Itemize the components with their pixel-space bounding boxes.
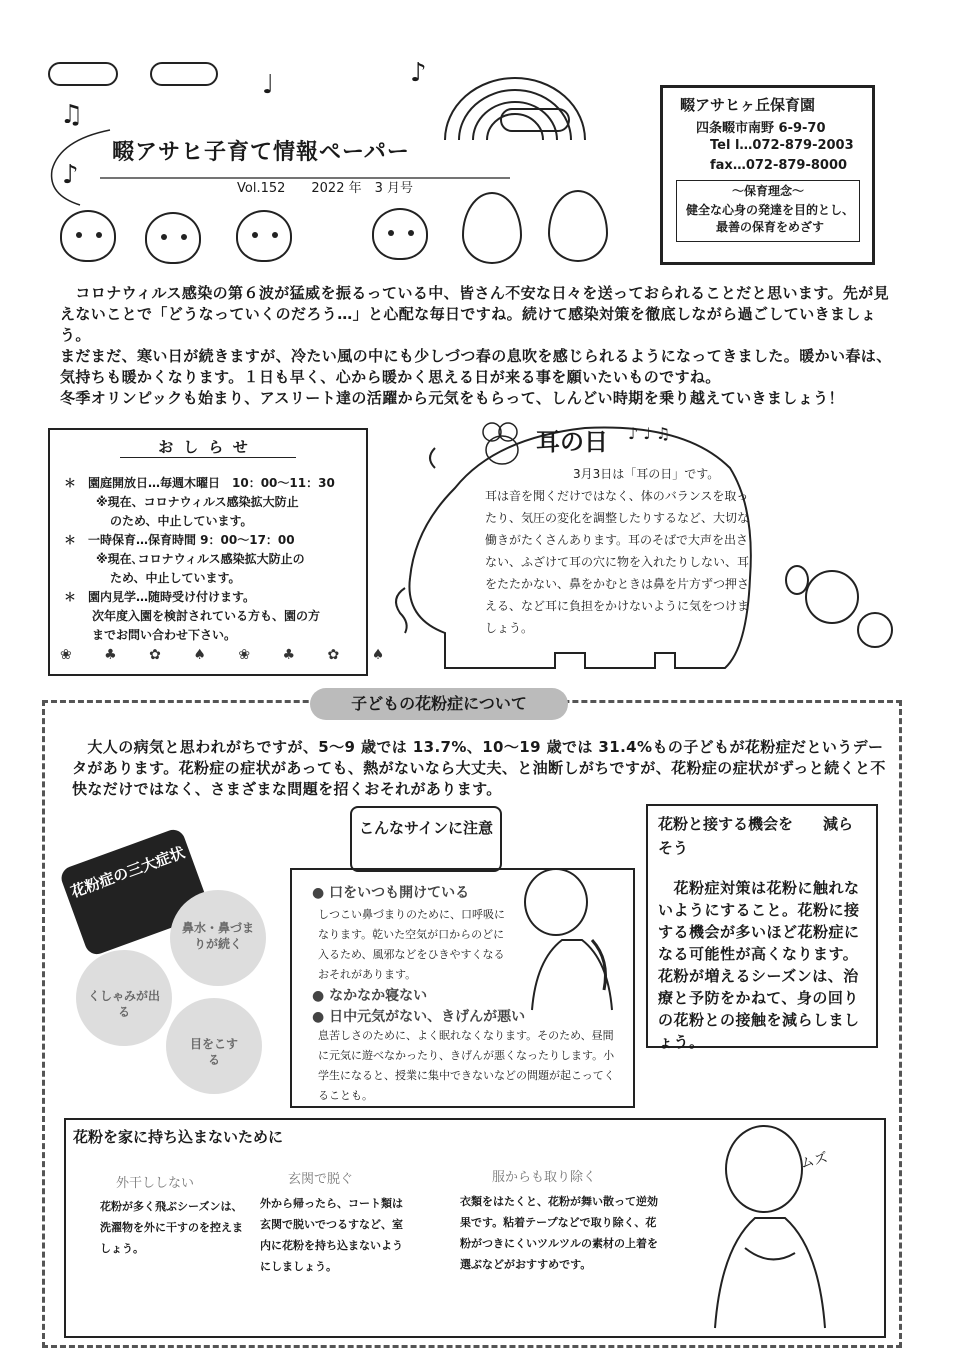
tip-body: 衣類をはたくと、花粉が舞い散って逆効果です。粘着テープなどで取り除く、花粉がつきにくいツルツルの素材の上着を選ぶなどがおすすめです。 bbox=[460, 1195, 658, 1271]
symptom-badge-label: 目をこする bbox=[189, 1037, 238, 1067]
issue-info: Vol.152 2022 年 3 月号 bbox=[237, 181, 414, 196]
ear-day-title: 耳の日 bbox=[536, 428, 608, 456]
notice-line: 次年度入園を検討されている方も、園の方 bbox=[92, 609, 321, 623]
org-address: 四条畷市南野 6-9-70 bbox=[696, 121, 826, 136]
ear-day-body bbox=[485, 463, 750, 639]
page-title: 畷アサヒ子育て情報ペーパー bbox=[112, 140, 410, 165]
music-note-icon: ♫ bbox=[60, 100, 84, 130]
org-tel: Tel l…072-879-2003 bbox=[710, 138, 854, 153]
pollen-intro: 大人の病気と思われがちですが、5～9 歳では 13.7%、10～19 歳では 31.4%もの子どもが花粉症だというデータがあります。花粉症の症状があっても、熱がないなら大丈夫、と油断しがちですが、花粉症の症状がずっと続くと不快なだけではなく、さまざまな問題を招くおそれがあります。 bbox=[72, 738, 886, 798]
notice-line: ＊ 一時保育…保育時間 9：00～17：00 bbox=[64, 533, 295, 547]
tip-heading: 服からも取り除く bbox=[492, 1170, 597, 1185]
symptom-heading: ● 口をいつも開けている bbox=[312, 885, 470, 901]
notice-line: ため、中止しています。 bbox=[110, 571, 241, 585]
elephant-character-icon bbox=[805, 570, 859, 624]
cloud-decoration bbox=[48, 62, 118, 86]
reduce-contact-title: 花粉と接する機会を 減らそう bbox=[658, 815, 854, 857]
intro-text bbox=[60, 283, 900, 409]
notice-line: ※現在､コロナウィルス感染拡大防止の bbox=[96, 552, 305, 566]
symptom-body: 息苦しさのために、よく眠れなくなります。そのため、昼間に元気に遊べなかったり、きげんが悪くなったりします。小学生になると、授業に集中できないなどの問題が起こってくることも。 bbox=[318, 1029, 615, 1102]
chick-icon bbox=[60, 210, 116, 262]
balloon-icon bbox=[785, 565, 809, 595]
girl-character-icon bbox=[524, 868, 588, 936]
chick-icon bbox=[372, 208, 428, 260]
chick-icon bbox=[145, 212, 201, 264]
music-note-icon: ♪ ♩ ♫ bbox=[628, 424, 671, 443]
symptom-heading: ● 日中元気がない、きげんが悪い bbox=[312, 1009, 526, 1025]
intro-paragraph: コロナウィルス感染の第６波が猛威を振るっている中、皆さん不安な日々を送っておられることだと思います。先が見えないことで「どうなっていくのだろう…」と心配な毎日ですね。続けて感染対策を徹底しながら過ごしていきましょう。 bbox=[60, 284, 890, 344]
itch-text: ムズ bbox=[798, 1149, 830, 1173]
symptom-body: しつこい鼻づまりのために、口呼吸になります。乾いた空気が口からのどに入るため、風邪などをひきやすくなるおそれがあります。 bbox=[318, 908, 505, 981]
notice-line: までお問い合わせ下さい。 bbox=[92, 628, 237, 642]
mouse-icon bbox=[478, 420, 532, 468]
notice-title: おしらせ bbox=[120, 436, 296, 458]
flower-decoration: ❀ ♣ ✿ ♠ ❀ ♣ ✿ ♠ bbox=[60, 647, 399, 663]
tip-body: 外から帰ったら、コート類は玄関で脱いでつるすなど、室内に花粉を持ち込まないようにしましょう。 bbox=[260, 1197, 403, 1273]
symptom-heading: ● なかなか寝ない bbox=[312, 988, 428, 1004]
tip-heading: 玄関で脱ぐ bbox=[288, 1172, 354, 1187]
org-fax: fax…072-879-8000 bbox=[710, 158, 848, 173]
symptom-badge-label: くしゃみが出る bbox=[87, 989, 160, 1019]
notice-line: のため、中止しています。 bbox=[110, 514, 253, 528]
tip-body: 花粉が多く飛ぶシーズンは、洗濯物を外に干すのを控えましょう。 bbox=[100, 1200, 243, 1255]
girl-body-illustration bbox=[522, 930, 622, 1012]
sign-title-box: こんなサインに注意 bbox=[350, 806, 502, 872]
intro-paragraph: まだまだ、寒い日が続きますが、冷たい風の中にも少しづつ春の息吹を感じられるようになってきました。暖かい春は、気持ちも暖かくなります。１日も早く、心から暖かく思える日が来る事を願いたいものですね。 bbox=[60, 347, 892, 386]
philosophy-title: ～保育理念～ bbox=[731, 184, 804, 198]
philosophy-body: 健全な心身の発達を目的とし、最善の保育をめざす bbox=[685, 203, 854, 234]
three-symptoms-badge: 花粉症の三大症状 bbox=[58, 827, 212, 958]
rabbit-character-icon bbox=[857, 612, 893, 648]
tip-heading: 外干ししない bbox=[116, 1176, 195, 1191]
music-note-icon: ♪ bbox=[62, 160, 79, 190]
music-note-icon: ♪ bbox=[410, 58, 427, 88]
reduce-contact-body: 花粉症対策は花粉に触れないようにすること。花粉に接する機会が多いほど花粉症になる可能性が高くなります。花粉が増えるシーズンは、治療と予防をかねて、身の回りの花粉との接触を減らしましょう。 bbox=[658, 879, 860, 1051]
boy-character-icon bbox=[725, 1125, 803, 1213]
symptom-badge-label: 鼻水・鼻づまりが続く bbox=[181, 921, 254, 951]
cloud-decoration bbox=[150, 62, 218, 86]
ear-day-text: 耳は音を聞くだけではなく、体のバランスを取ったり、気圧の変化を調整したりするなど、大切な働きがたくさんあります。耳のそばで大声を出さない、ふざけて耳の穴に物を入れたりしない、耳をたたかない、鼻をかむときは鼻を片方ずつ押さえる、など耳に負担をかけないように気をつけましょう。 bbox=[485, 489, 750, 635]
notice-line: ＊ 園庭開放日…毎週木曜日 10：00～11：30 bbox=[64, 476, 335, 490]
music-note-icon: ♩ bbox=[262, 70, 275, 100]
intro-paragraph: 冬季オリンピックも始まり、アスリート達の活躍から元気をもらって、しんどい時期を乗り越えていきましょう！ bbox=[60, 389, 844, 407]
pollen-section-title: 子どもの花粉症について bbox=[310, 688, 568, 720]
org-name: 畷アサヒヶ丘保育園 bbox=[680, 96, 816, 114]
notice-line: ※現在、コロナウィルス感染拡大防止 bbox=[96, 495, 299, 509]
boy-body-illustration bbox=[705, 1208, 835, 1330]
home-tips-title: 花粉を家に持ち込まないために bbox=[73, 1128, 284, 1146]
chick-icon bbox=[236, 210, 292, 262]
notice-line: ＊ 園内見学…随時受け付けます。 bbox=[64, 590, 256, 604]
ear-day-date: 3月3日は「耳の日」です。 bbox=[573, 467, 720, 481]
